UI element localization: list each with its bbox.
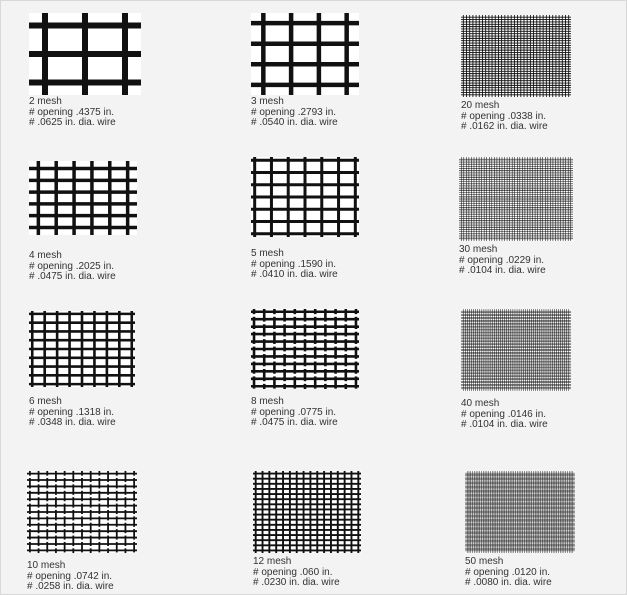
- mesh-pattern: [459, 157, 573, 241]
- mesh-caption: [251, 397, 338, 429]
- 40-mesh-icon: [461, 309, 571, 391]
- 12-mesh-icon: [253, 471, 361, 553]
- mesh-size: 10 mesh: [27, 560, 66, 571]
- wire-diameter: # .0104 in. dia. wire: [459, 265, 546, 276]
- 3-mesh-icon: [251, 13, 359, 95]
- 4-mesh-icon: [29, 161, 137, 235]
- mesh-opening: # opening .0775 in.: [251, 406, 337, 418]
- mesh-caption: [461, 101, 548, 133]
- wire-diameter: # .0475 in. dia. wire: [29, 271, 116, 282]
- mesh-pattern: [251, 309, 359, 389]
- wire-diameter: # .0104 in. dia. wire: [461, 419, 548, 430]
- mesh-size: 40 mesh: [461, 398, 500, 409]
- 6-mesh-icon: [29, 311, 135, 387]
- 30-mesh-icon: [459, 157, 573, 241]
- mesh-opening: # opening .1318 in.: [29, 406, 115, 418]
- mesh-pattern: [29, 161, 137, 235]
- mesh-size: 3 mesh: [251, 96, 284, 107]
- mesh-caption: [29, 97, 116, 129]
- mesh-opening: # opening .060 in.: [253, 566, 333, 578]
- wire-diameter: # .0410 in. dia. wire: [251, 269, 338, 280]
- mesh-caption: [461, 399, 548, 431]
- 20-mesh-icon: [461, 15, 571, 97]
- mesh-pattern: [461, 15, 571, 97]
- 2-mesh-icon: [29, 13, 141, 95]
- mesh-size: 5 mesh: [251, 248, 284, 259]
- wire-diameter: # .0475 in. dia. wire: [251, 417, 338, 428]
- mesh-pattern: [253, 471, 361, 553]
- wire-diameter: # .0080 in. dia. wire: [465, 577, 552, 588]
- mesh-pattern: [251, 157, 359, 237]
- mesh-opening: # opening .2025 in.: [29, 260, 115, 272]
- wire-diameter: # .0625 in. dia. wire: [29, 117, 116, 128]
- wire-diameter: # .0540 in. dia. wire: [251, 117, 338, 128]
- mesh-size: 2 mesh: [29, 96, 62, 107]
- mesh-opening: # opening .1590 in.: [251, 258, 337, 270]
- wire-diameter: # .0258 in. dia. wire: [27, 581, 114, 592]
- 50-mesh-icon: [465, 471, 575, 553]
- mesh-opening: # opening .4375 in.: [29, 106, 115, 118]
- 10-mesh-icon: [27, 471, 137, 553]
- mesh-pattern: [465, 471, 575, 553]
- mesh-pattern: [27, 471, 137, 553]
- mesh-size: 8 mesh: [251, 396, 284, 407]
- mesh-opening: # opening .0338 in.: [461, 110, 547, 122]
- mesh-caption: [459, 245, 546, 277]
- mesh-caption: [253, 557, 340, 589]
- mesh-opening: # opening .0229 in.: [459, 254, 545, 266]
- mesh-size: 20 mesh: [461, 100, 500, 111]
- mesh-size: 50 mesh: [465, 556, 504, 567]
- mesh-size: 4 mesh: [29, 250, 62, 261]
- wire-diameter: # .0162 in. dia. wire: [461, 121, 548, 132]
- mesh-opening: # opening .0120 in.: [465, 566, 551, 578]
- mesh-opening: # opening .2793 in.: [251, 106, 337, 118]
- mesh-caption: [251, 249, 338, 281]
- mesh-pattern: [29, 311, 135, 387]
- mesh-opening: # opening .0742 in.: [27, 570, 113, 582]
- 8-mesh-icon: [251, 309, 359, 389]
- mesh-size: 12 mesh: [253, 556, 292, 567]
- mesh-caption: [27, 561, 114, 593]
- mesh-caption: [29, 251, 116, 283]
- mesh-caption: [29, 397, 116, 429]
- mesh-opening: # opening .0146 in.: [461, 408, 547, 420]
- wire-diameter: # .0230 in. dia. wire: [253, 577, 340, 588]
- mesh-pattern: [251, 13, 359, 95]
- wire-diameter: # .0348 in. dia. wire: [29, 417, 116, 428]
- mesh-pattern: [461, 309, 571, 391]
- mesh-caption: [251, 97, 338, 129]
- mesh-size: 6 mesh: [29, 396, 62, 407]
- mesh-caption: [465, 557, 552, 589]
- mesh-size: 30 mesh: [459, 244, 498, 255]
- mesh-pattern: [29, 13, 141, 95]
- 5-mesh-icon: [251, 157, 359, 237]
